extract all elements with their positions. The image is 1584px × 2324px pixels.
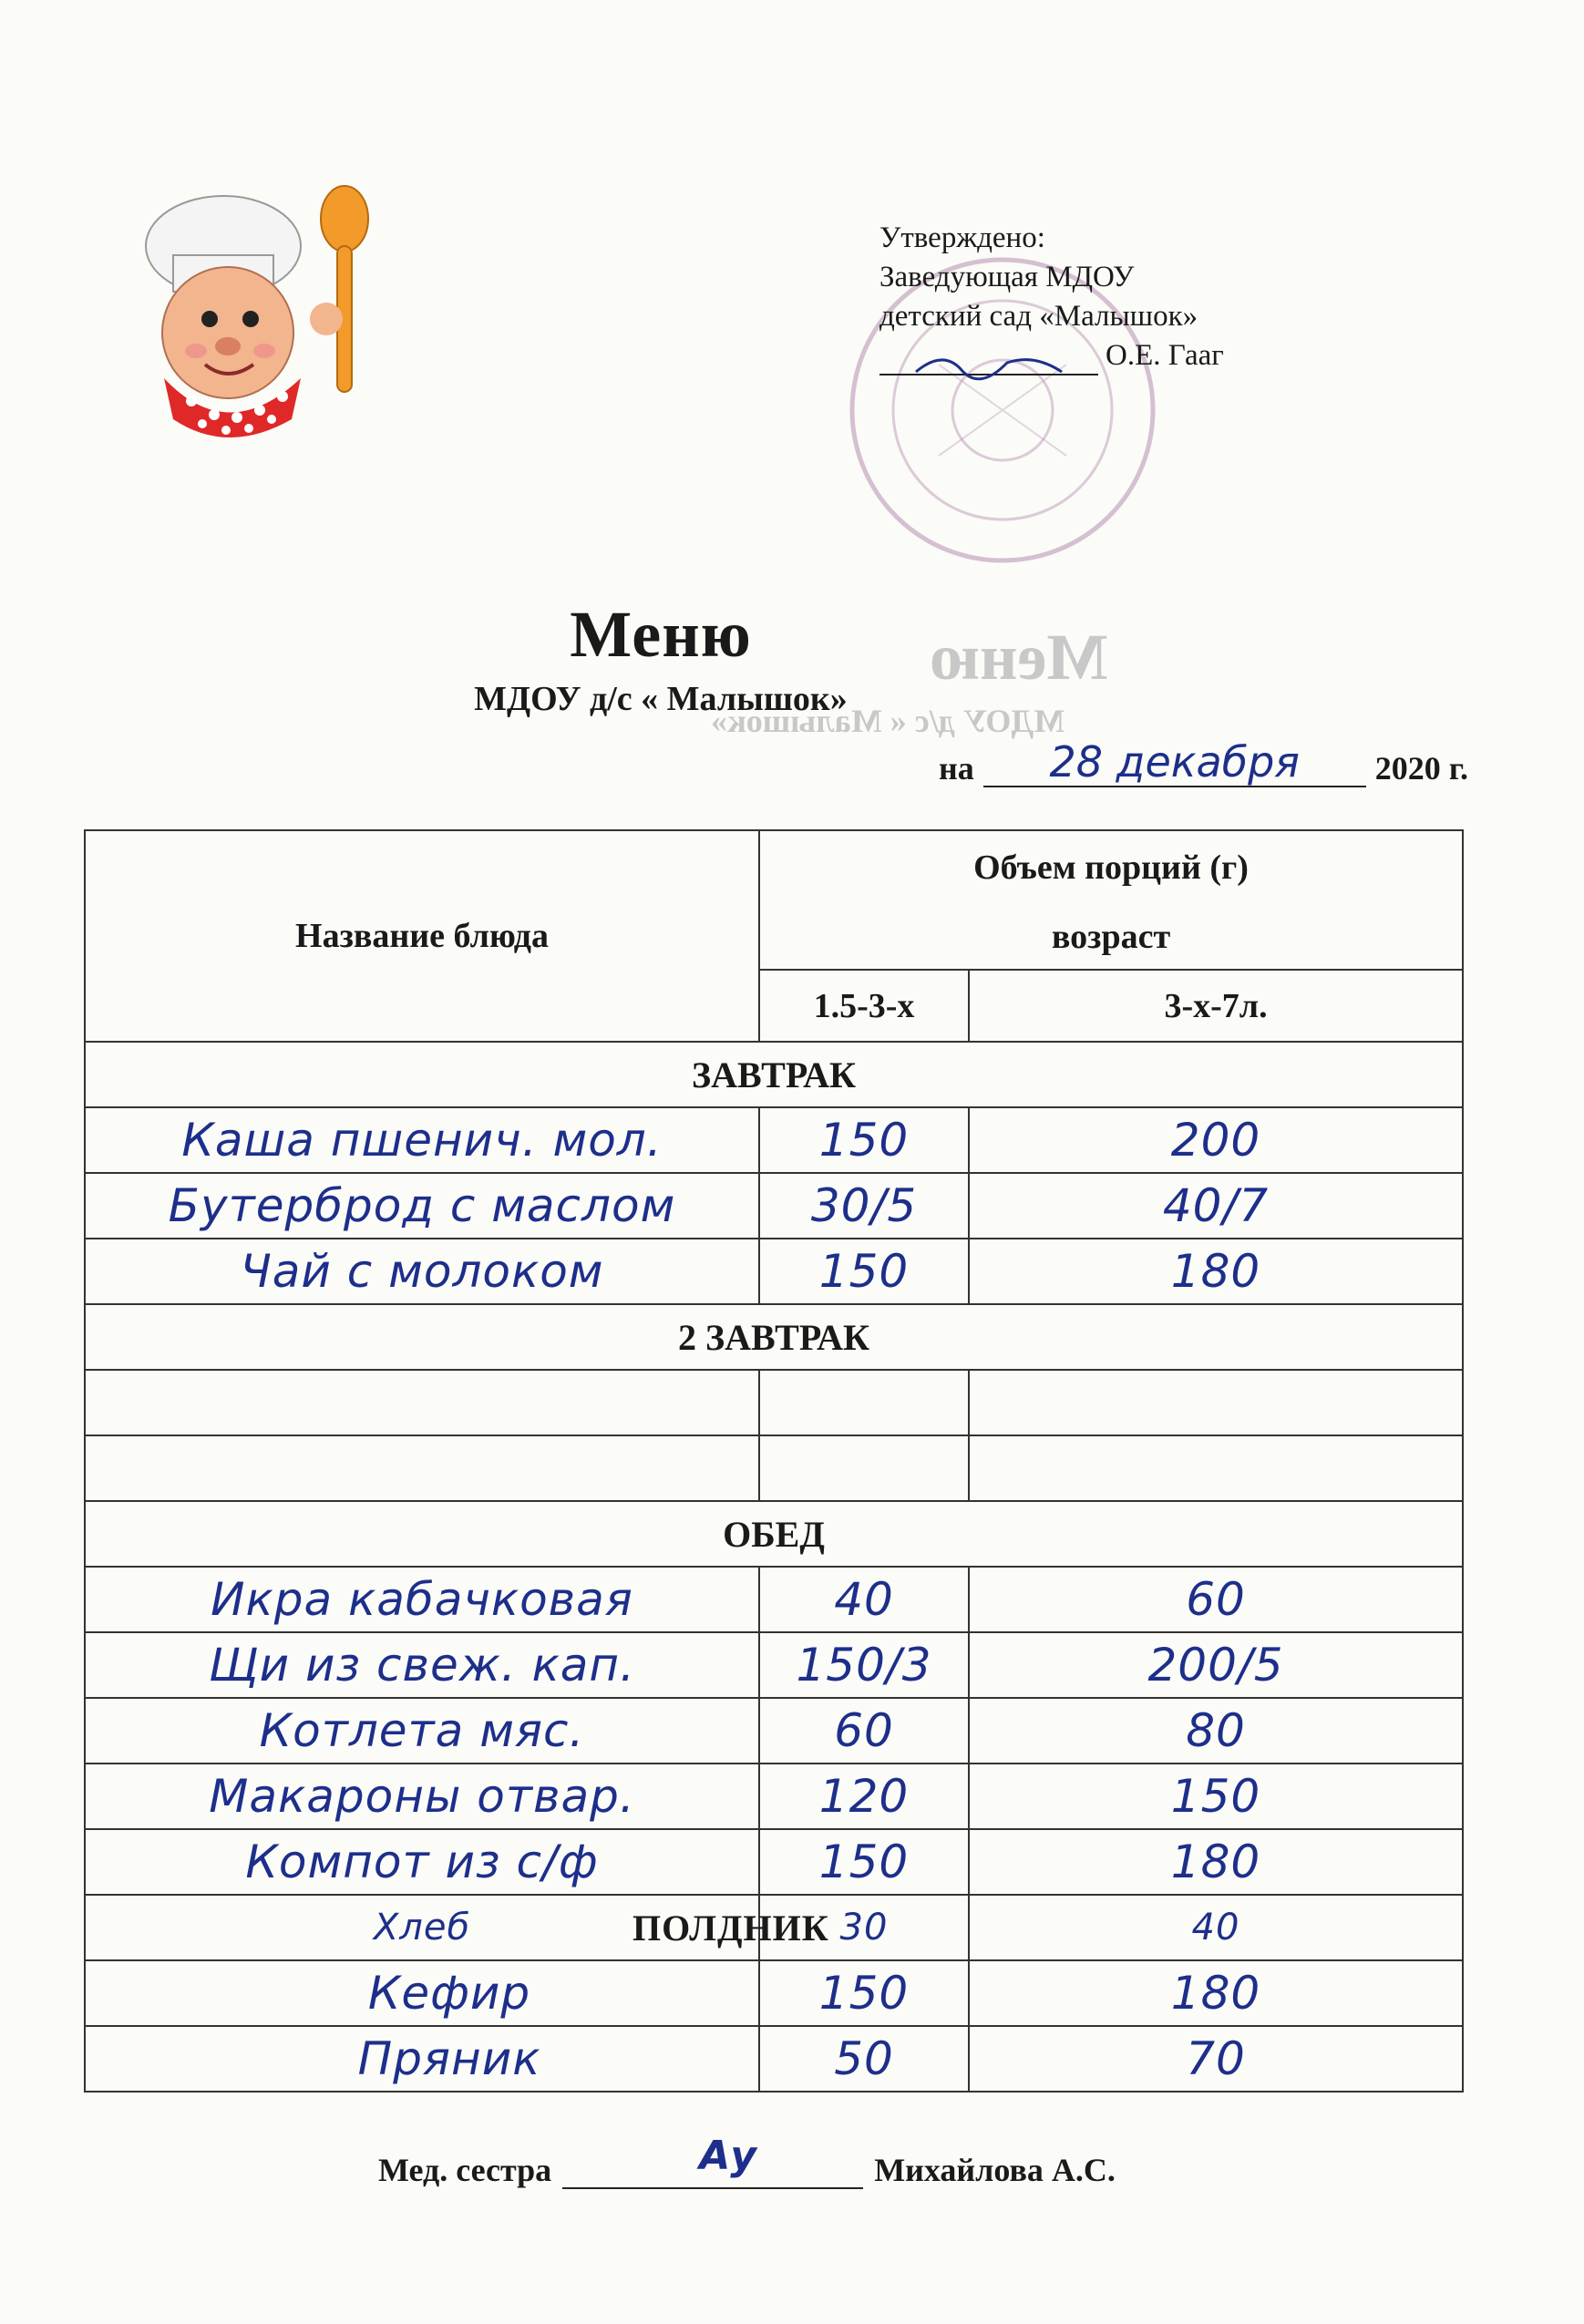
nurse-signature: Ау xyxy=(699,2133,756,2179)
portion-large: 80 xyxy=(969,1698,1463,1764)
portion-small: 50 xyxy=(759,2026,969,2092)
approval-position: Заведующая МДОУ xyxy=(879,261,1135,293)
signature-scribble xyxy=(879,344,1098,381)
section-snack-row xyxy=(85,1895,1463,1960)
table-row xyxy=(85,1567,1463,1632)
portion-small: 150 xyxy=(759,1107,969,1173)
portion-large: 60 xyxy=(969,1567,1463,1632)
portion-small: 60 xyxy=(759,1698,969,1764)
portion-small: 150 xyxy=(759,1960,969,2026)
table-row xyxy=(85,1107,1463,1173)
portion-large: 180 xyxy=(969,1829,1463,1895)
approval-organization: детский сад «Малышок» xyxy=(879,300,1198,333)
section-breakfast: ЗАВТРАК xyxy=(85,1042,1463,1107)
menu-table xyxy=(84,829,1464,2093)
portion-large: 180 xyxy=(969,1239,1463,1304)
nurse-name: Михайлова А.С. xyxy=(874,2152,1116,2188)
bread-dish: Хлеб xyxy=(373,1907,471,1949)
dish-name: Чай с молоком xyxy=(85,1239,759,1304)
section-lunch: ОБЕД xyxy=(85,1501,1463,1567)
nurse-label: Мед. сестра xyxy=(378,2152,552,2188)
portion-large: 150 xyxy=(969,1764,1463,1829)
header-dish: Название блюда xyxy=(85,830,759,1042)
portion-large: 40/7 xyxy=(969,1173,1463,1239)
dish-name: Котлета мяс. xyxy=(85,1698,759,1764)
dish-name: Компот из с/ф xyxy=(85,1829,759,1895)
dish-name: Кефир xyxy=(85,1960,759,2026)
table-row xyxy=(85,2026,1463,2092)
dish-name: Бутерброд с маслом xyxy=(85,1173,759,1239)
dish-name: Щи из свеж. кап. xyxy=(85,1632,759,1698)
dish-name: Пряник xyxy=(85,2026,759,2092)
approval-signature xyxy=(879,344,1098,375)
date-suffix: 2020 г. xyxy=(1374,750,1469,787)
table-row xyxy=(85,1764,1463,1829)
show-through-text: МДОУ д/с « Малышок» xyxy=(711,703,1065,739)
section-snack: ПОЛДНИК xyxy=(633,1908,829,1949)
table-row xyxy=(85,1829,1463,1895)
portion-small: 30/5 xyxy=(759,1173,969,1239)
table-row xyxy=(85,1239,1463,1304)
dish-name: Икра кабачковая xyxy=(85,1567,759,1632)
date-prefix: на xyxy=(939,750,974,787)
table-row xyxy=(85,1960,1463,2026)
portion-small: 150/3 xyxy=(759,1632,969,1698)
table-row-empty xyxy=(85,1435,1463,1501)
portion-small: 30 xyxy=(759,1895,969,1960)
date-handwritten: 28 декабря xyxy=(983,738,1366,787)
portion-small: 150 xyxy=(759,1239,969,1304)
table-row xyxy=(85,1698,1463,1764)
dish-name xyxy=(85,1895,829,1960)
dish-name: Макароны отвар. xyxy=(85,1764,759,1829)
portion-large: 180 xyxy=(969,1960,1463,2026)
approval-heading: Утверждено: xyxy=(879,221,1045,254)
portion-large: 200 xyxy=(969,1107,1463,1173)
portion-small: 40 xyxy=(759,1567,969,1632)
chef-illustration xyxy=(109,182,383,456)
page-title: Меню xyxy=(570,598,752,671)
section-breakfast-2: 2 ЗАВТРАК xyxy=(85,1304,1463,1370)
header-age-1: 1.5-3-х xyxy=(759,970,969,1042)
table-row xyxy=(85,1173,1463,1239)
nurse-signature-line xyxy=(562,2133,863,2189)
approval-signer-name: О.Е. Гааг xyxy=(1106,339,1224,372)
approval-block xyxy=(879,219,1353,375)
portion-large: 70 xyxy=(969,2026,1463,2092)
date-row xyxy=(939,738,1468,787)
portion-large: 200/5 xyxy=(969,1632,1463,1698)
header-volume: Объем порций (г) xyxy=(759,830,1463,905)
nurse-signature-row xyxy=(378,2133,1116,2189)
portion-small: 120 xyxy=(759,1764,969,1829)
portion-small: 150 xyxy=(759,1829,969,1895)
portion-large: 40 xyxy=(969,1895,1463,1960)
table-row-empty xyxy=(85,1370,1463,1435)
table-row xyxy=(85,1632,1463,1698)
dish-name: Каша пшенич. мол. xyxy=(85,1107,759,1173)
page-subtitle: МДОУ д/с « Малышок» xyxy=(474,680,848,718)
header-age-2: 3-х-7л. xyxy=(969,970,1463,1042)
header-age: возраст xyxy=(759,905,1463,971)
show-through-text: Меню xyxy=(930,621,1108,694)
